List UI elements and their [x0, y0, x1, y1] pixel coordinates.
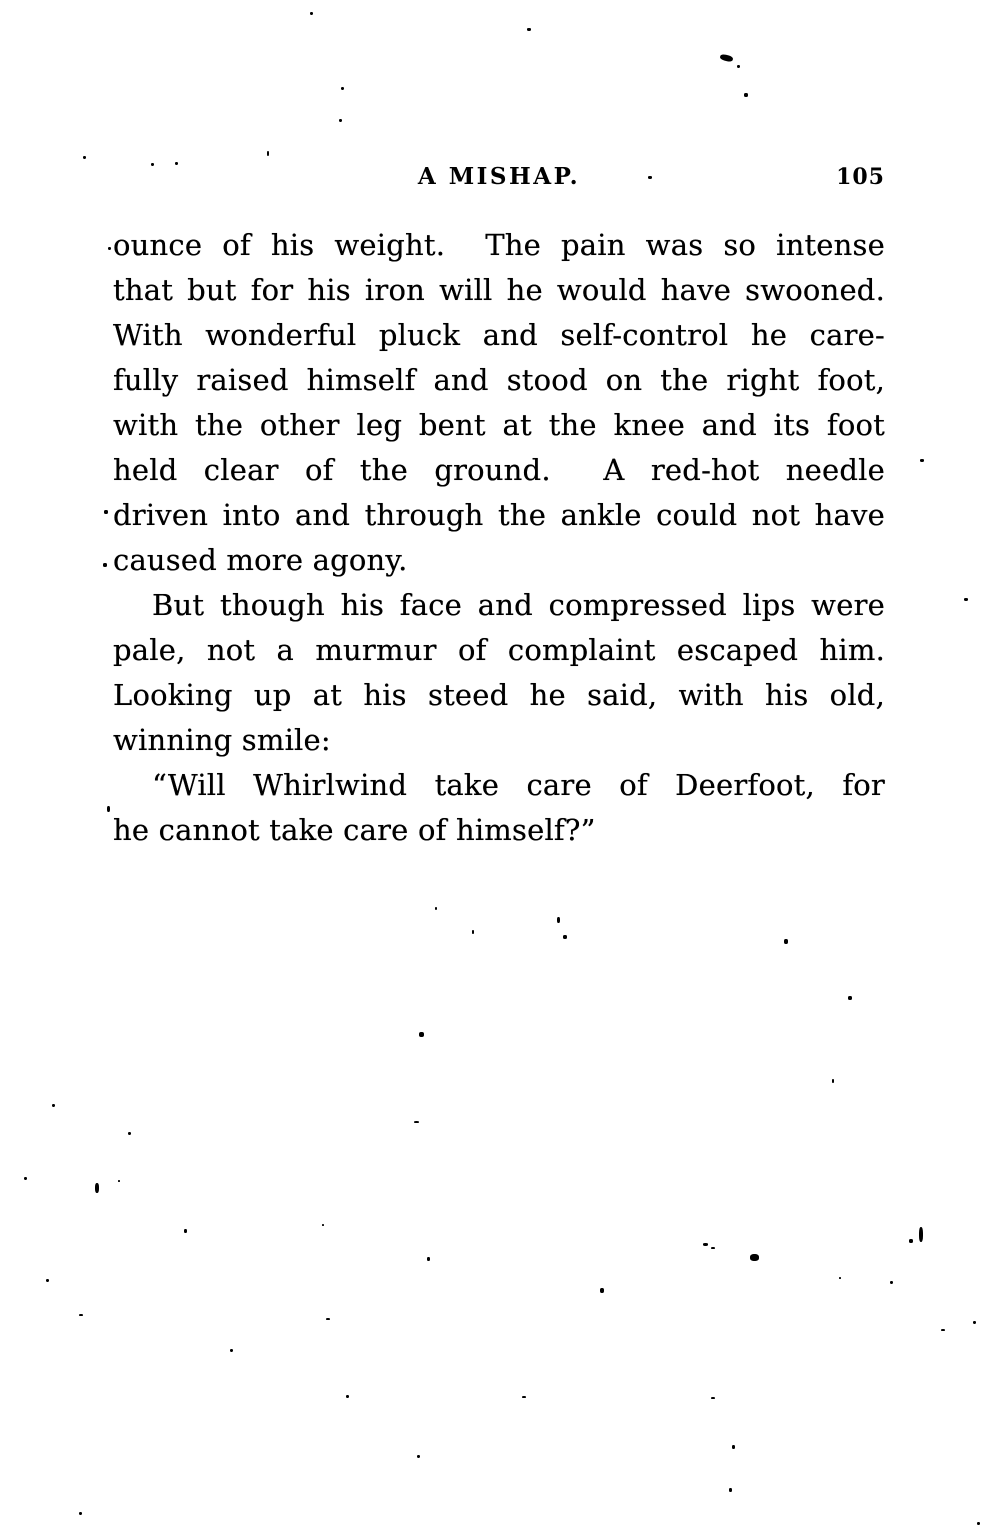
scan-speck: [108, 247, 111, 250]
scan-speck: [839, 1277, 841, 1279]
scan-speck: [964, 598, 968, 601]
scan-speck: [103, 563, 107, 567]
scan-speck: [909, 1239, 913, 1243]
scan-speck: [310, 12, 313, 15]
running-head-title: A MISHAP.: [417, 163, 581, 190]
scan-speck: [973, 1321, 976, 1324]
scan-speck: [920, 459, 924, 462]
text-line: with the other leg bent at the knee and its foot: [113, 408, 885, 442]
text-line: With wonderful pluck and self-control he care-: [113, 318, 885, 352]
scan-speck: [267, 151, 269, 156]
scan-speck: [784, 939, 788, 944]
text-line: Looking up at his steed he said, with his old,: [113, 678, 885, 712]
scan-speck: [79, 1512, 82, 1515]
scan-speck: [977, 1522, 980, 1525]
scan-speck: [339, 119, 342, 122]
scan-speck: [472, 930, 474, 934]
scan-speck: [744, 93, 748, 97]
scan-speck: [414, 1121, 419, 1123]
text-line: ounce of his weight. The pain was so intense: [113, 228, 885, 262]
scan-speck: [890, 1281, 893, 1284]
scan-speck: [600, 1288, 604, 1293]
text-line: held clear of the ground. A red-hot needle: [113, 453, 885, 487]
scan-speck: [703, 1243, 708, 1246]
text-line: he cannot take care of himself?”: [113, 813, 596, 847]
scan-speck: [128, 1132, 131, 1135]
text-line: But though his face and compressed lips were: [152, 588, 885, 622]
text-line: driven into and through the ankle could not have: [113, 498, 885, 532]
scan-speck: [732, 1445, 735, 1449]
text-line: that but for his iron will he would have swooned.: [113, 273, 885, 307]
scan-speck: [107, 806, 110, 812]
scan-speck: [719, 54, 733, 63]
scan-speck: [563, 935, 567, 939]
scan-speck: [346, 1395, 349, 1398]
scan-speck: [919, 1227, 923, 1242]
scan-speck: [527, 28, 531, 31]
scan-speck: [104, 510, 108, 514]
scan-speck: [24, 1177, 27, 1180]
scan-speck: [118, 1180, 120, 1182]
page-number: 105: [836, 164, 885, 190]
scan-speck: [737, 65, 740, 68]
scan-speck: [522, 1396, 526, 1398]
scan-speck: [427, 1257, 430, 1261]
scan-speck: [83, 156, 86, 159]
scan-speck: [151, 163, 154, 166]
scan-speck: [435, 907, 437, 910]
scan-speck: [79, 1314, 83, 1316]
text-line: “Will Whirlwind take care of Deerfoot, for: [152, 768, 885, 802]
text-line: pale, not a murmur of complaint escaped him.: [113, 633, 885, 667]
scan-speck: [46, 1279, 49, 1282]
scan-speck: [326, 1318, 330, 1320]
scan-speck: [184, 1229, 187, 1233]
text-line: winning smile:: [113, 723, 331, 757]
scan-speck: [95, 1183, 99, 1193]
scan-speck: [832, 1079, 834, 1083]
scan-speck: [230, 1349, 233, 1352]
scan-speck: [52, 1104, 55, 1107]
body-text: [113, 223, 885, 853]
scan-speck: [711, 1247, 715, 1249]
scan-speck: [750, 1254, 759, 1261]
scan-speck: [711, 1397, 715, 1399]
scan-speck: [648, 176, 652, 179]
scan-speck: [941, 1329, 945, 1331]
scan-speck: [417, 1455, 420, 1458]
page-header: [113, 163, 885, 193]
scan-speck: [322, 1224, 324, 1226]
text-line: fully raised himself and stood on the right foot,: [113, 363, 885, 397]
scan-speck: [341, 87, 344, 90]
scan-speck: [848, 996, 852, 1000]
text-line: caused more agony.: [113, 543, 408, 577]
scan-speck: [419, 1032, 424, 1037]
scan-speck: [557, 917, 560, 923]
scan-speck: [175, 162, 178, 165]
scan-speck: [729, 1488, 732, 1492]
